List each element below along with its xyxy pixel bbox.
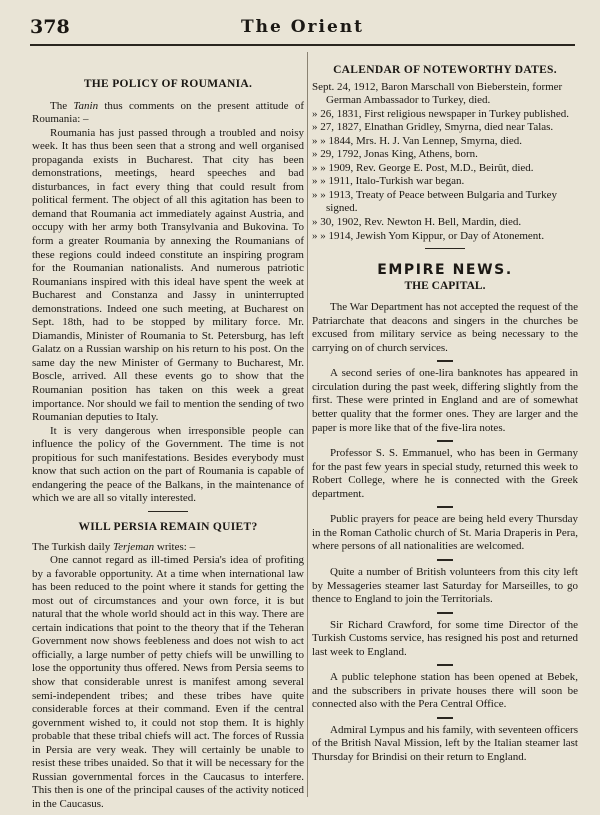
- calendar-entry: » » 1909, Rev. George E. Post, M.D., Beirût, died.: [312, 161, 534, 174]
- item-divider: [437, 440, 453, 442]
- persia-intro: The Turkish daily Terjeman writes: –: [32, 540, 196, 553]
- calendar-entry: » 26, 1831, First religious newspaper in Turkey published.: [312, 107, 569, 120]
- news-item: Public prayers for peace are being held every Thursday in the Roman Catholic church of St. Maria Draperis in Pera, where persons of all nationalities are welcomed.: [312, 513, 578, 553]
- calendar-entry: » » 1844, Mrs. H. J. Van Lennep, Smyrna, died.: [312, 134, 522, 147]
- calendar-entry: » 29, 1792, Jonas King, Athens, born.: [312, 148, 478, 161]
- calendar-entry: Sept. 24, 1912, Baron Marschall von Bieberstein, former German Ambassador to Turkey, died.: [312, 80, 563, 107]
- roumania-paragraph-2: It is very dangerous when irresponsible people can influence the policy of the Government. The time is not propitious for such manifestations. Besides everybody must know that such action on the part of Roumania is capable of endangering the peace of the Balkans, in the maintenance of which we are all so vitally interested.: [32, 424, 304, 505]
- left-column: [32, 56, 304, 811]
- section-divider: [148, 511, 188, 512]
- roumania-heading: THE POLICY OF ROUMANIA.: [83, 78, 253, 90]
- calendar-entry: » » 1914, Jewish Yom Kippur, or Day of Atonement.: [312, 229, 545, 242]
- empire-news-heading: EMPIRE NEWS.: [377, 262, 513, 279]
- persia-heading: WILL PERSIA REMAIN QUIET?: [78, 520, 258, 533]
- capital-subheading: THE CAPITAL.: [404, 279, 486, 292]
- terjeman-source: Terjeman: [112, 540, 155, 553]
- roumania-paragraph-1: Roumania has just passed through a troubled and noisy week. It has thus been seen that a strong and well organised propaganda exists in Bucharest. That city has been demonstrations, meetings, heard speeches and bad disturbances, in fact every thing that could result from political ferment. The object of all this agitation has been to demand that Roumania act immediately against Austria, and occupy with her army both Transylvania and Bukovina. To form a greater Roumania by annexing the Roumanians of these regions could indeed constitute an inspiring program for the Roumanian nationalists. And numerous patriotic Roumanians inspired with this ideal have spent the week at Bucharest and Constanza and Jassy in uninterrupted demonstrations. Indeed one such meeting, at Bucharest on Sept. 18th, had to be stopped by military force. Mr. Diamandis, Minister of Roumania to St. Petersburg, has left Galatz on a Russian warship on his return to his post. On the same day the new Minister of Germany to Bucharest, Mr. Boscle, arrived. All these events go to show that the Roumanian position has taken on this week a great importance. Nor should we fail to mention the sending of two Roumanian deputies to Italy.: [32, 126, 304, 424]
- item-divider: [437, 559, 453, 561]
- calendar-entry: » 27, 1827, Elnathan Gridley, Smyrna, died near Talas.: [312, 121, 554, 134]
- item-divider: [437, 506, 453, 508]
- calendar-entry: » » 1911, Italo-Turkish war began.: [312, 175, 465, 188]
- news-item: A second series of one-lira banknotes has appeared in circulation during the past week, differing slightly from the first. These were printed in England and are of somewhat better quality that the former ones. They are larger and the paper is more like that of the five-lira notes.: [312, 367, 578, 434]
- news-item: A public telephone station has been opened at Bebek, and the subscribers in private houses there will soon be connected also with the Pera Central Office.: [312, 671, 578, 711]
- calendar-list: [312, 81, 578, 244]
- news-item: Professor S. S. Emmanuel, who has been in Germany for the past few years in special study, returned this week to Robert College, where he is connected with the Greek department.: [312, 447, 578, 500]
- calendar-heading: CALENDAR OF NOTEWORTHY DATES.: [333, 64, 557, 76]
- item-divider: [437, 360, 453, 362]
- news-item: Sir Richard Crawford, for some time Director of the Turkish Customs service, has resigned his post and returned last week to England.: [312, 618, 578, 658]
- page-header: [30, 14, 575, 46]
- roumania-intro: The Tanin thus comments on the present attitude of Roumania: –: [32, 99, 305, 126]
- tanin-source: Tanin: [73, 99, 99, 112]
- column-divider: [307, 52, 308, 797]
- right-column: [312, 56, 578, 765]
- news-item: The War Department has not accepted the request of the Patriarchate that deacons and singers in the churches be excused from military service as being necessary to the carrying on of church services.: [312, 301, 578, 354]
- journal-title: The Orient: [241, 17, 364, 37]
- section-divider: [425, 248, 465, 249]
- item-divider: [437, 664, 453, 666]
- item-divider: [437, 612, 453, 614]
- calendar-entry: » 30, 1902, Rev. Newton H. Bell, Mardin, died.: [312, 216, 522, 229]
- news-item: Admiral Lympus and his family, with seventeen officers of the British Naval Mission, left by the Italian steamer last Thursday for Brindisi on their return to England.: [312, 723, 578, 763]
- persia-paragraph-1: One cannot regard as ill-timed Persia's idea of profiting by a favorable opportunity. At a time when international law has been reduced to the point where it stands for getting the most out of circumstances and your own force, it is but natural that the whole world should act in this way. There are certain indications that point to the theory that if the Teheran Government now shows feebleness and does not wish to act officially, a large number of petty chiefs will be unwilling to lose the opportunity thus offered. News from Persia seems to show that considerable unrest is manifest among several semi-independent tribes; and these tribes have quite considerable forces at their command. Even if the central government wished to, it could not stop them. It is highly probable that these tribal chiefs will act. The forces of Russia in Persia are very weak. They will certainly be unable to resist these tribes unaided. So that it will be necessary for the Russian governmental forces in the Caucasus to interfere. This then is one of the principal causes of the activity noticed in the Caucasus.: [32, 554, 304, 810]
- page-number: 378: [30, 16, 70, 38]
- item-divider: [437, 717, 453, 719]
- calendar-entry: » » 1913, Treaty of Peace between Bulgaria and Turkey signed.: [312, 188, 558, 215]
- news-item: Quite a number of British volunteers from this city left by Messageries steamer last Saturday for Marseilles, to go thence to England to join the Territorials.: [312, 565, 578, 606]
